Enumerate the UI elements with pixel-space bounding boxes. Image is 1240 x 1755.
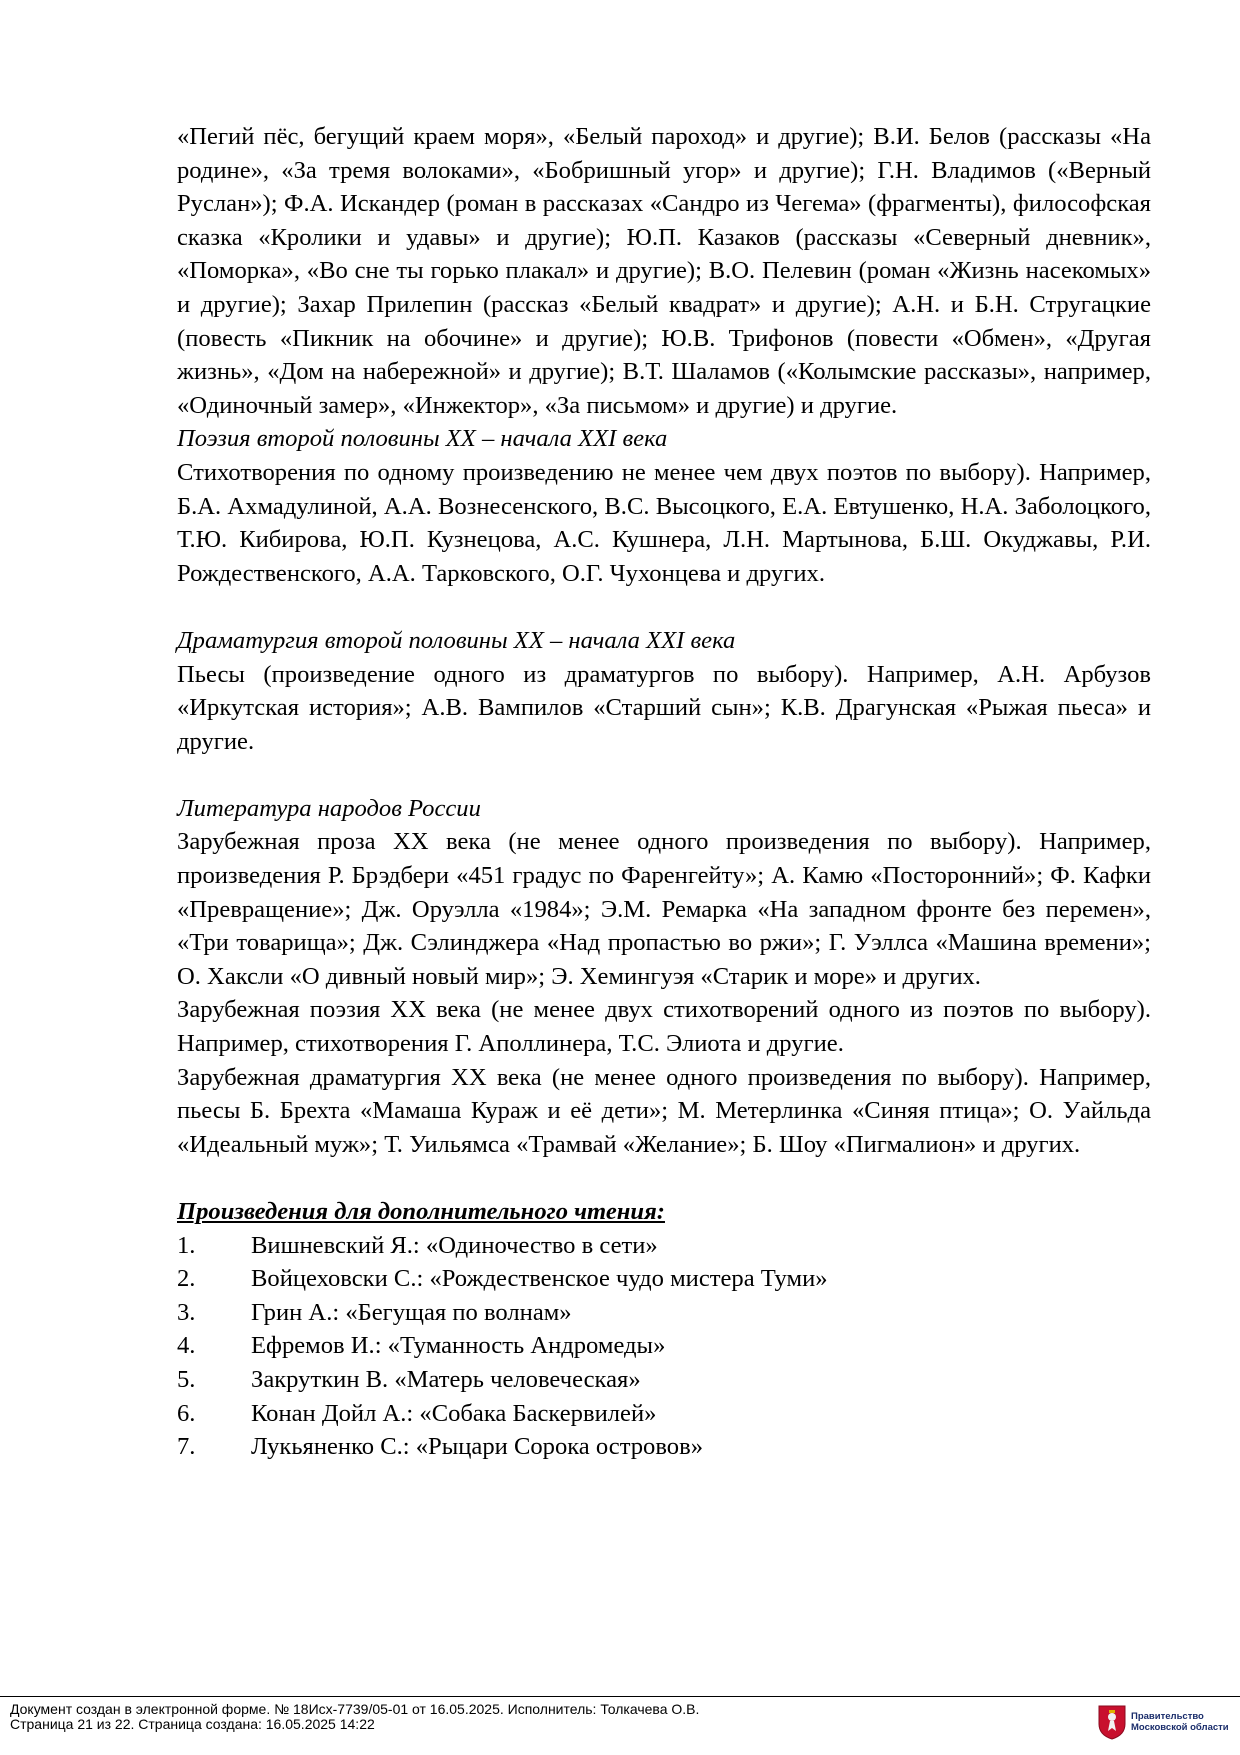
paragraph-prose-authors: «Пегий пёс, бегущий краем моря», «Белый пароход» и другие); В.И. Белов (рассказы «На родине», «За тремя волоками», «Бобришный угор» и другие); Г.Н. Владимов («Верный Руслан»); Ф.А. Искандер (роман в рассказах «Сандро из Чегема» (фрагменты), философская сказка «Кролики и удавы» и другие); Ю.П. Казаков (рассказы «Северный дневник», «Поморка», «Во сне ты горько плакал» и другие); В.О. Пелевин (роман «Жизнь насекомых» и другие); Захар Прилепин (рассказ «Белый квадрат» и другие); А.Н. и Б.Н. Стругацкие (повесть «Пикник на обочине» и другие); Ю.В. Трифонов (повести «Обмен», «Другая жизнь», «Дом на набережной» и другие); В.Т. Шаламов («Колымские рассказы», например, «Одиночный замер», «Инжектор», «За письмом» и другие) и другие. xyxy=(177,123,1151,419)
paragraph-foreign-poetry: Зарубежная поэзия XX века (не менее двух стихотворений одного из поэтов по выбору). Например, стихотворения Г. Аполлинера, Т.С. Элиота и другие. xyxy=(177,996,1151,1058)
logo-text: Правительство Московской области xyxy=(1131,1711,1229,1733)
spacer xyxy=(177,1161,1151,1195)
footer-divider xyxy=(0,1696,1240,1697)
extra-reading-list xyxy=(177,1229,1151,1464)
footer-document-info: Документ создан в электронной форме. № 18Исх-7739/05-01 от 16.05.2025. Исполнитель: Толкачева О.В. xyxy=(10,1701,700,1717)
heading-extra-reading: Произведения для дополнительного чтения: xyxy=(177,1198,665,1225)
paragraph-foreign-prose: Зарубежная проза XX века (не менее одного произведения по выбору). Например, произведения Р. Брэдбери «451 градус по Фаренгейту»; А. Камю «Посторонний»; Ф. Кафки «Превращение»; Дж. Оруэлла «1984»; Э.М. Ремарка «На западном фронте без перемен», «Три товарища»; Дж. Сэлинджера «Над пропастью во ржи»; Г. Уэллса «Машина времени»; О. Хаксли «О дивный новый мир»; Э. Хемингуэя «Старик и море» и других. xyxy=(177,828,1151,990)
heading-peoples-literature: Литература народов России xyxy=(177,794,481,822)
document-body xyxy=(177,120,1151,1464)
heading-drama: Драматургия второй половины XX – начала XXI века xyxy=(177,626,736,654)
spacer xyxy=(177,758,1151,792)
government-logo xyxy=(1097,1702,1232,1742)
paragraph-foreign-drama: Зарубежная драматургия XX века (не менее одного произведения по выбору). Например, пьесы Б. Брехта «Мамаша Кураж и её дети»; М. Метерлинка «Синяя птица»; О. Уайльда «Идеальный муж»; Т. Уильямса «Трамвай «Желание»; Б. Шоу «Пигмалион» и других. xyxy=(177,1063,1151,1158)
coat-of-arms-icon xyxy=(1097,1704,1127,1740)
list-item: 6. Конан Дойл А.: «Собака Баскервилей» xyxy=(177,1399,657,1427)
list-item: 4. Ефремов И.: «Туманность Андромеды» xyxy=(177,1332,666,1360)
spacer xyxy=(177,590,1151,624)
list-item: 7. Лукьяненко С.: «Рыцари Сорока островов» xyxy=(177,1433,703,1461)
footer xyxy=(10,1702,1090,1732)
footer-page-info: Страница 21 из 22. Страница создана: 16.05.2025 14:22 xyxy=(10,1716,375,1732)
list-item: 1. Вишневский Я.: «Одиночество в сети» xyxy=(177,1231,658,1259)
paragraph-drama: Пьесы (произведение одного из драматургов по выбору). Например, А.Н. Арбузов «Иркутская история»; А.В. Вампилов «Старший сын»; К.В. Драгунская «Рыжая пьеса» и другие. xyxy=(177,660,1151,755)
paragraph-poetry: Стихотворения по одному произведению не менее чем двух поэтов по выбору). Например, Б.А. Ахмадулиной, А.А. Вознесенского, В.С. Высоцкого, Е.А. Евтушенко, Н.А. Заболоцкого, Т.Ю. Кибирова, Ю.П. Кузнецова, А.С. Кушнера, Л.Н. Мартынова, Б.Ш. Окуджавы, Р.И. Рождественского, А.А. Тарковского, О.Г. Чухонцева и других. xyxy=(177,458,1151,587)
list-item: 2. Войцеховски С.: «Рождественское чудо мистера Туми» xyxy=(177,1265,828,1293)
list-item: 5. Закруткин В. «Матерь человеческая» xyxy=(177,1365,641,1393)
list-item: 3. Грин А.: «Бегущая по волнам» xyxy=(177,1298,572,1326)
heading-poetry: Поэзия второй половины XX – начала XXI века xyxy=(177,425,668,453)
